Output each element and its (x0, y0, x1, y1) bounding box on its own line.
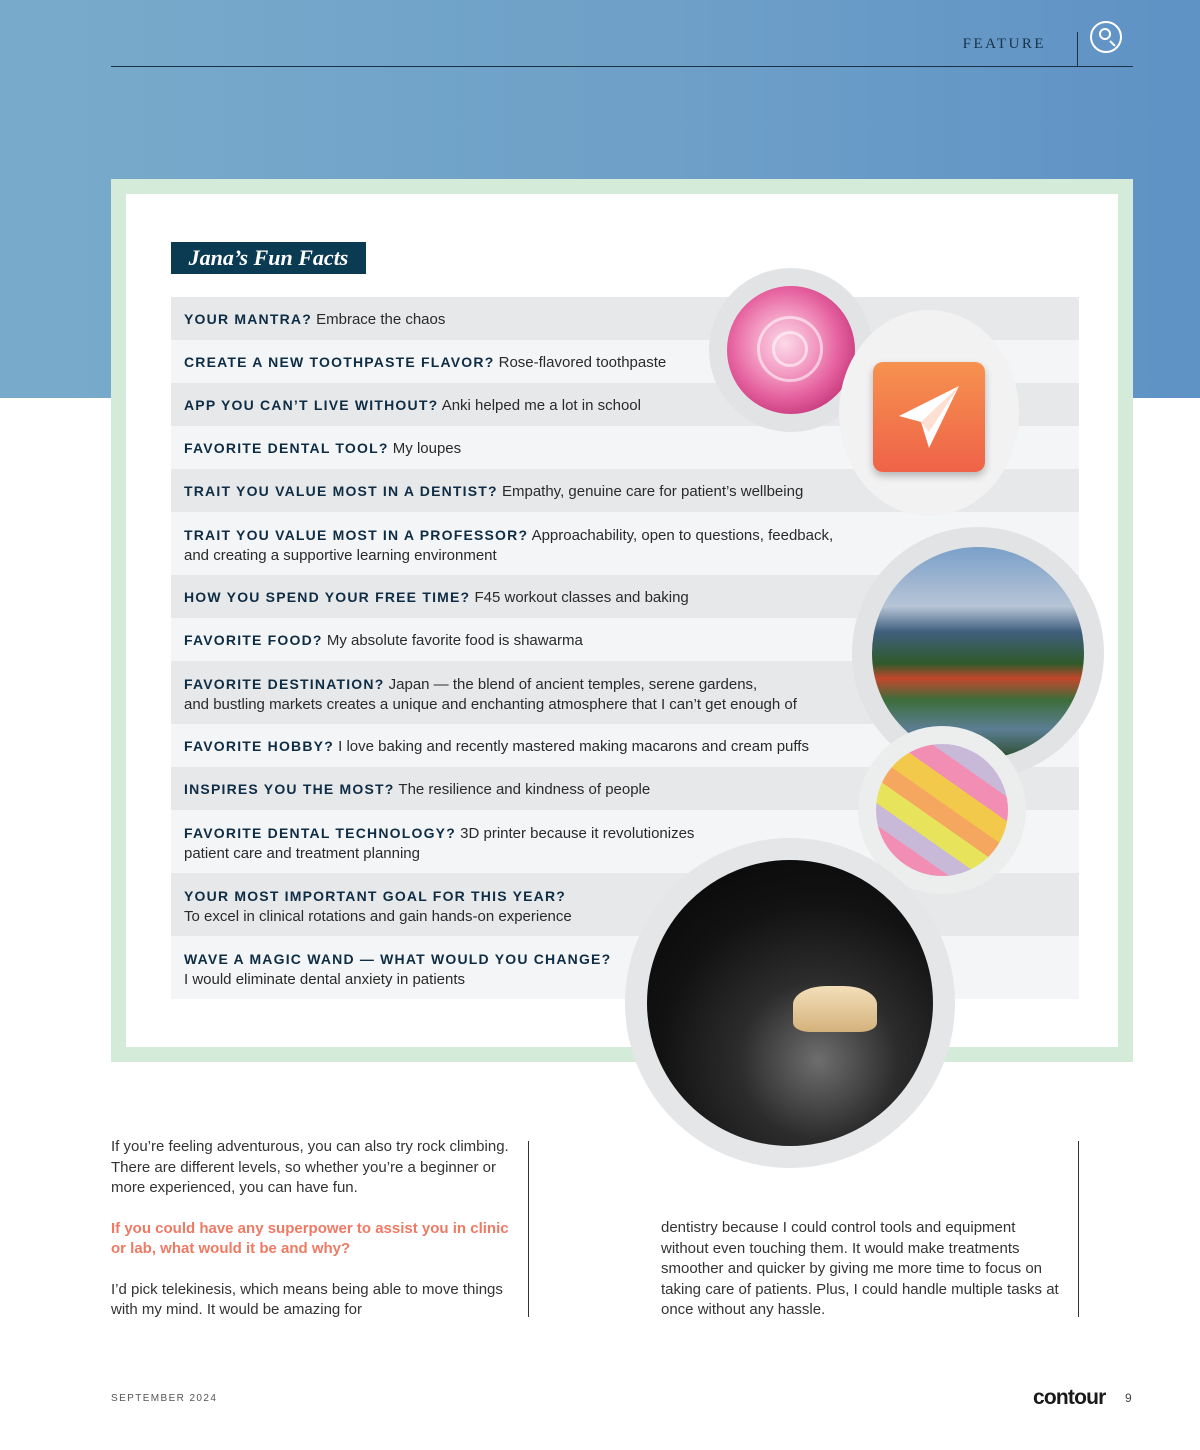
fact-answer: Japan — the blend of ancient temples, serene gardens, (388, 676, 758, 693)
search-button[interactable] (1090, 21, 1122, 53)
fact-answer-cont: I would eliminate dental anxiety in patients (184, 971, 466, 988)
printed-dental-model (793, 986, 877, 1032)
fact-question: FAVORITE FOOD? (184, 632, 323, 648)
article-paragraph: dentistry because I could control tools and equipment without even touching them. It would make treatments smoother and quicker by giving me more time to focus on taking care of patients. Plus, I could handle multiple tasks at once without any hassle. (661, 1219, 1059, 1318)
search-icon-handle (1109, 40, 1115, 46)
fact-question: FAVORITE HOBBY? (184, 738, 334, 754)
column-rule (1078, 1141, 1079, 1317)
header-divider (1077, 32, 1078, 66)
column-rule (528, 1141, 529, 1317)
fact-question: FAVORITE DENTAL TECHNOLOGY? (184, 825, 456, 841)
fact-answer: Anki helped me a lot in school (441, 397, 641, 414)
fact-question: YOUR MANTRA? (184, 311, 312, 327)
fact-answer: Approachability, open to questions, feedback, (531, 527, 834, 544)
fact-question: TRAIT YOU VALUE MOST IN A PROFESSOR? (184, 527, 529, 543)
interview-question: If you could have any superpower to assist you in clinic or lab, what would it be and why? (111, 1219, 509, 1257)
3d-printer-photo (625, 838, 955, 1168)
fact-question: CREATE A NEW TOOTHPASTE FLAVOR? (184, 354, 495, 370)
fact-question: WAVE A MAGIC WAND — WHAT WOULD YOU CHANGE? (184, 951, 612, 967)
search-icon (1099, 28, 1111, 40)
fact-answer: My absolute favorite food is shawarma (326, 632, 583, 649)
fact-question: FAVORITE DENTAL TOOL? (184, 440, 389, 456)
article-paragraph: I’d pick telekinesis, which means being able to move things with my mind. It would be amazing for (111, 1280, 503, 1318)
fact-answer-cont: To excel in clinical rotations and gain hands-on experience (184, 908, 572, 925)
anki-app-icon (873, 362, 985, 472)
fact-answer-cont: and bustling markets creates a unique and enchanting atmosphere that I can’t get enough of (184, 696, 797, 713)
fact-answer-cont: patient care and treatment planning (184, 845, 420, 862)
fact-question: APP YOU CAN’T LIVE WITHOUT? (184, 397, 439, 413)
rose-petal (772, 331, 808, 367)
fact-answer: I love baking and recently mastered making macarons and cream puffs (338, 738, 809, 755)
fact-question: YOUR MOST IMPORTANT GOAL FOR THIS YEAR? (184, 888, 567, 904)
section-label: FEATURE (962, 36, 1046, 52)
fact-answer: F45 workout classes and baking (474, 589, 689, 606)
article-column-right (661, 1218, 1061, 1341)
article-paragraph: If you’re feeling adventurous, you can also try rock climbing. There are different levels, so whether you’re a beginner or more experienced, you can have fun. (111, 1138, 509, 1196)
fact-answer: Rose-flavored toothpaste (498, 354, 667, 371)
fact-answer: The resilience and kindness of people (398, 781, 651, 798)
fact-answer-cont: and creating a supportive learning environment (184, 547, 497, 564)
fact-answer: My loupes (392, 440, 462, 457)
fact-question: INSPIRES YOU THE MOST? (184, 781, 395, 797)
page-number: 9 (1125, 1391, 1132, 1405)
fact-answer: Embrace the chaos (316, 311, 446, 328)
fact-answer: Empathy, genuine care for patient’s wellbeing (501, 483, 804, 500)
contour-logo: contour (1033, 1386, 1106, 1409)
fact-question: TRAIT YOU VALUE MOST IN A DENTIST? (184, 483, 498, 499)
fact-answer: 3D printer because it revolutionizes (460, 825, 695, 842)
article-column-left (111, 1137, 511, 1341)
paper-plane-icon (873, 362, 985, 472)
issue-date: SEPTEMBER 2024 (111, 1393, 218, 1404)
fact-question: HOW YOU SPEND YOUR FREE TIME? (184, 589, 471, 605)
header-rule (111, 66, 1133, 67)
card-title: Jana’s Fun Facts (171, 242, 366, 274)
fact-question: FAVORITE DESTINATION? (184, 676, 385, 692)
